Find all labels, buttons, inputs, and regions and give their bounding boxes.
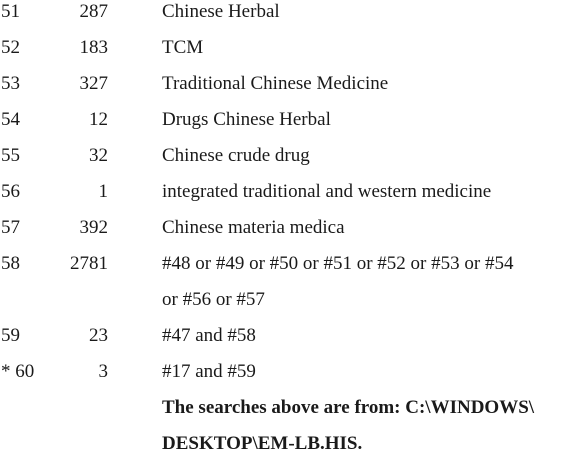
result-count: 392 <box>79 217 108 238</box>
table-row <box>0 36 569 72</box>
search-term: TCM <box>162 37 204 58</box>
result-count: 327 <box>79 73 108 94</box>
search-term: Chinese Herbal <box>162 1 280 22</box>
table-row <box>0 72 569 108</box>
search-term: #17 and #59 <box>162 361 256 382</box>
table-row <box>0 108 569 144</box>
search-number: 53 <box>1 73 20 94</box>
table-row <box>0 144 569 180</box>
search-number: 55 <box>1 145 20 166</box>
search-term: #48 or #49 or #50 or #51 or #52 or #53 or #54 <box>162 253 514 274</box>
search-number: 58 <box>1 253 20 274</box>
search-term: Chinese materia medica <box>162 217 345 238</box>
result-count: 32 <box>89 145 108 166</box>
source-note-line-2: DESKTOP\EM-LB.HIS. <box>162 433 363 454</box>
search-term: Traditional Chinese Medicine <box>162 73 389 94</box>
search-number: 54 <box>1 109 20 130</box>
search-term: integrated traditional and western medicine <box>162 181 492 202</box>
search-number: * 60 <box>1 361 35 382</box>
result-count: 23 <box>89 325 108 346</box>
search-number: 51 <box>1 1 20 22</box>
result-count: 2781 <box>70 253 108 274</box>
source-note-line-1: The searches above are from: C:\WINDOWS\ <box>162 397 535 418</box>
table-row <box>0 252 569 324</box>
table-row <box>0 0 569 36</box>
result-count: 287 <box>79 1 108 22</box>
table-row <box>0 216 569 252</box>
search-term: Chinese crude drug <box>162 145 310 166</box>
search-number: 56 <box>1 181 20 202</box>
search-number: 59 <box>1 325 20 346</box>
result-count: 12 <box>89 109 108 130</box>
result-count: 3 <box>98 361 108 382</box>
search-term: #47 and #58 <box>162 325 256 346</box>
table-row <box>0 360 569 396</box>
search-number: 57 <box>1 217 20 238</box>
search-number: 52 <box>1 37 20 58</box>
table-row <box>0 180 569 216</box>
result-count: 183 <box>79 37 108 58</box>
search-term-continuation: or #56 or #57 <box>162 289 265 310</box>
result-count: 1 <box>98 181 108 202</box>
search-term: Drugs Chinese Herbal <box>162 109 331 130</box>
table-row <box>0 324 569 360</box>
